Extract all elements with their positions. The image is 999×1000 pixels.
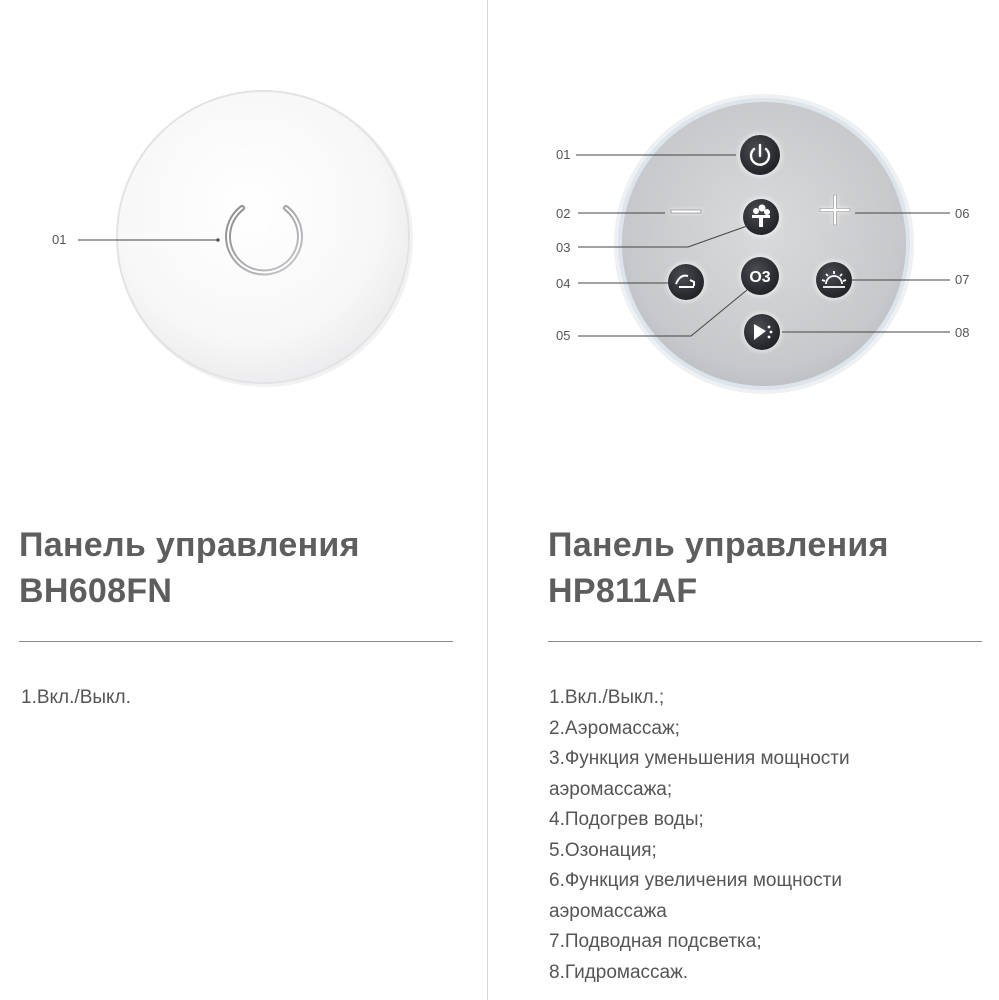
feature-item: 2.Аэромассаж; [549,717,680,739]
minus-button[interactable] [670,209,702,214]
callout-07: 07 [955,272,970,287]
control-panel-hp811af [488,0,999,470]
feature-item: аэромассажа; [549,778,673,800]
callout-08: 08 [955,325,970,340]
callout-01: 01 [556,147,571,162]
feature-item: 1.Вкл./Выкл.; [549,687,665,708]
control-panel-bh608fn [0,0,487,470]
callout-03: 03 [556,240,571,255]
callout-02: 02 [556,206,571,221]
right-feature-list [549,683,850,988]
callout-05: 05 [556,328,571,343]
feature-item: 4.Подогрев воды; [549,809,704,830]
feature-item: 5.Озонация; [549,839,657,861]
power-button[interactable] [738,133,782,177]
left-model: BH608FN [19,572,173,610]
callout-06: 06 [955,206,970,221]
right-rule [548,641,982,642]
ozone-button[interactable] [739,255,781,297]
right-title-line1: Панель управления [548,526,889,564]
callout-04: 04 [556,276,571,291]
water-heating-button[interactable] [666,262,706,302]
right-model: HP811AF [548,572,698,610]
hydro-massage-button[interactable] [742,312,782,352]
feature-item: 3.Функция уменьшения мощности [549,748,850,769]
feature-item: аэромассажа [549,900,667,922]
left-title [19,522,360,614]
left-feature-list [21,683,131,714]
feature-item: 7.Подводная подсветка; [549,931,762,952]
feature-item: 6.Функция увеличения мощности [549,870,842,891]
left-rule [19,641,453,642]
left-title-line1: Панель управления [19,526,360,564]
feature-item: 1.Вкл./Выкл. [21,687,131,708]
air-massage-button[interactable] [741,197,781,237]
right-title [548,522,889,614]
callout-01: 01 [52,232,67,247]
minus-icon [671,210,701,213]
feature-item: 8.Гидромассаж. [549,961,689,983]
underwater-light-button[interactable] [814,260,854,300]
ozone-icon: O3 [749,269,771,286]
